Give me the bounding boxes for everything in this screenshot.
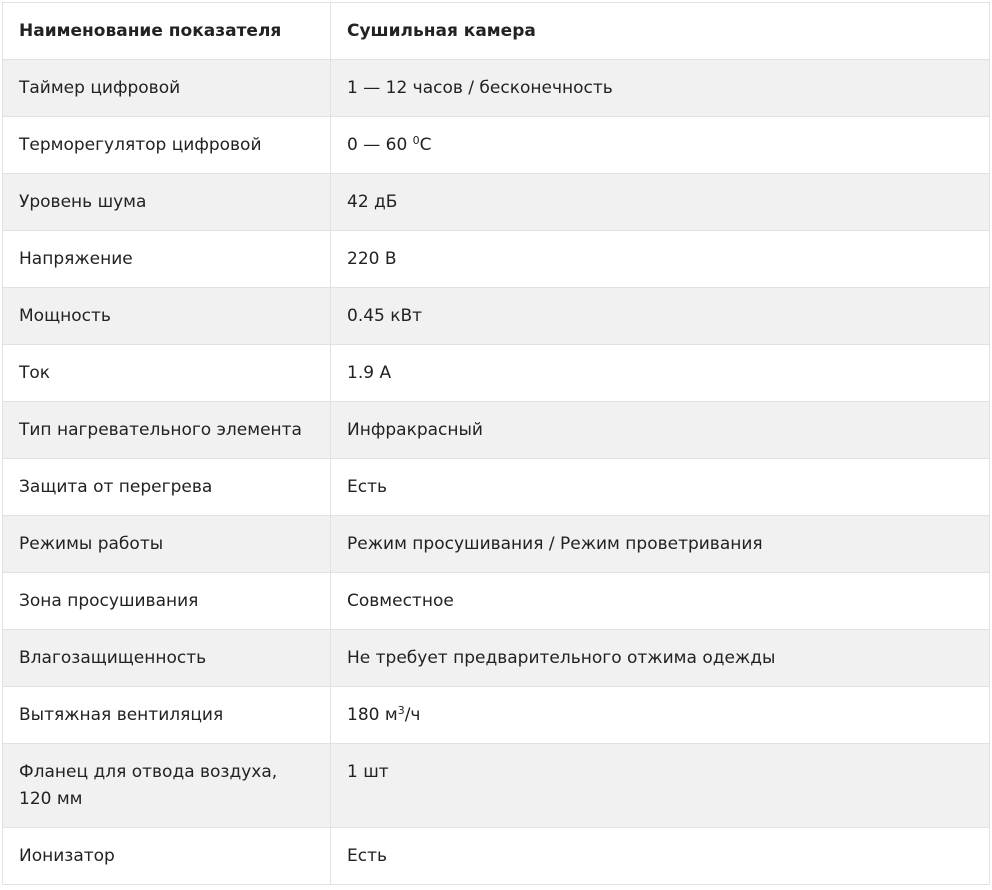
table-row (3, 687, 990, 744)
table-row (3, 744, 990, 828)
row-label: Фланец для отвода воздуха, 120 мм (3, 744, 331, 828)
table-row (3, 630, 990, 687)
row-value: 220 В (331, 231, 990, 288)
row-value: Совместное (331, 573, 990, 630)
table-row (3, 60, 990, 117)
value-unit: /ч (404, 704, 421, 725)
row-label: Влагозащищенность (3, 630, 331, 687)
value-text: 0 — 60 (347, 134, 413, 155)
value-superscript: 0 (412, 133, 420, 147)
value-superscript: 3 (397, 703, 405, 717)
specifications-table (2, 2, 990, 885)
row-value: 0.45 кВт (331, 288, 990, 345)
row-label: Тип нагревательного элемента (3, 402, 331, 459)
table-row (3, 573, 990, 630)
row-value: Есть (331, 459, 990, 516)
row-label: Ионизатор (3, 828, 331, 885)
table-row (3, 516, 990, 573)
table-row (3, 459, 990, 516)
row-value: Режим просушивания / Режим проветривания (331, 516, 990, 573)
row-label: Защита от перегрева (3, 459, 331, 516)
row-label: Режимы работы (3, 516, 331, 573)
value-unit: С (419, 134, 432, 155)
value-text: 180 м (347, 704, 398, 725)
table-row (3, 345, 990, 402)
table-row (3, 117, 990, 174)
table-row (3, 231, 990, 288)
header-product-name: Сушильная камера (331, 3, 990, 60)
table-row (3, 288, 990, 345)
table-row (3, 828, 990, 885)
row-value: 1.9 А (331, 345, 990, 402)
table-header-row (3, 3, 990, 60)
row-label: Зона просушивания (3, 573, 331, 630)
row-label: Таймер цифровой (3, 60, 331, 117)
row-label: Терморегулятор цифровой (3, 117, 331, 174)
header-parameter-name: Наименование показателя (3, 3, 331, 60)
table-row (3, 174, 990, 231)
row-label: Уровень шума (3, 174, 331, 231)
table-row (3, 402, 990, 459)
row-label: Вытяжная вентиляция (3, 687, 331, 744)
row-value (331, 117, 990, 174)
row-label: Напряжение (3, 231, 331, 288)
row-value: Есть (331, 828, 990, 885)
row-label: Ток (3, 345, 331, 402)
row-value: Не требует предварительного отжима одежды (331, 630, 990, 687)
row-label: Мощность (3, 288, 331, 345)
row-value (331, 687, 990, 744)
row-value: 1 — 12 часов / бесконечность (331, 60, 990, 117)
row-value: Инфракрасный (331, 402, 990, 459)
row-value: 1 шт (331, 744, 990, 828)
row-value: 42 дБ (331, 174, 990, 231)
